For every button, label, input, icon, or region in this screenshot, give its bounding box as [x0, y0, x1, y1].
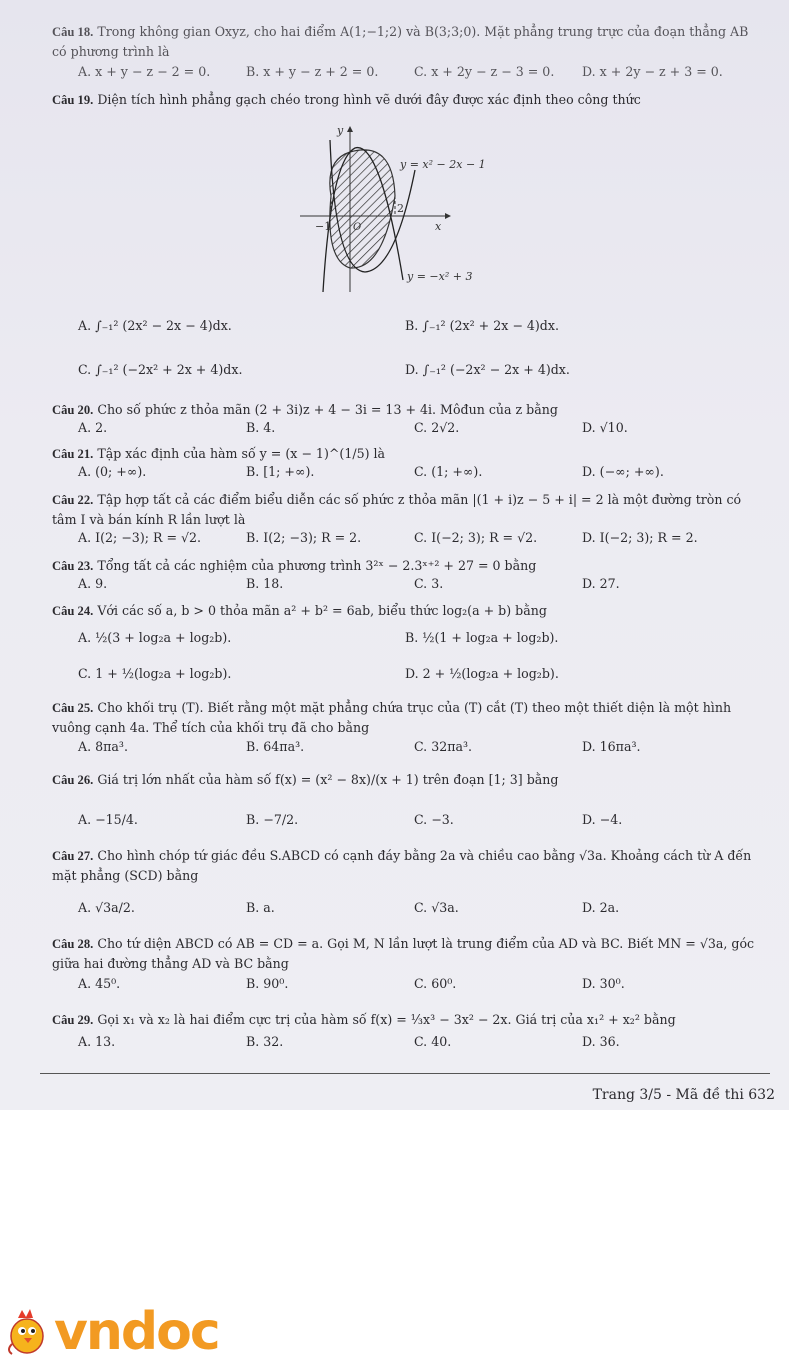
- option-a: A. 13.: [78, 1034, 116, 1049]
- question-18-options: [78, 64, 768, 79]
- question-29-options: [78, 1034, 768, 1049]
- question-19: Câu 19. Diện tích hình phẳng gạch chéo trong hình vẽ dưới đây được xác định theo công thức: [52, 92, 641, 107]
- option-c: C. −3.: [414, 812, 454, 827]
- option-a: A. √3a/2.: [78, 900, 135, 915]
- q19-option-a: A. ∫₋₁² (2x² − 2x − 4)dx.: [78, 318, 232, 333]
- option-b: B. [1; +∞).: [246, 464, 315, 479]
- option-c: C. (1; +∞).: [414, 464, 483, 479]
- option-b: B. 32.: [246, 1034, 284, 1049]
- option-d: D. I(−2; 3); R = 2.: [582, 530, 698, 545]
- question-20: Câu 20. Cho số phức z thỏa mãn (2 + 3i)z + 4 − 3i = 13 + 4i. Môđun của z bằng: [52, 402, 558, 417]
- question-20-options: [78, 420, 768, 435]
- option-b: B. 90⁰.: [246, 976, 289, 991]
- option-c: C. 2√2.: [414, 420, 460, 435]
- question-21: Câu 21. Tập xác định của hàm số y = (x − 1)^(1/5) là: [52, 446, 386, 461]
- logo-text: vndoc: [54, 1302, 219, 1362]
- option-c: C. x + 2y − z − 3 = 0.: [414, 64, 555, 79]
- chick-mascot-icon: [4, 1306, 50, 1358]
- question-18: Câu 18. Trong không gian Oxyz, cho hai điểm A(1;−1;2) và B(3;3;0). Mặt phẳng trung trực của đoạn thẳng AB có phương trình là: [52, 24, 749, 59]
- option-c: C. I(−2; 3); R = √2.: [414, 530, 538, 545]
- question-26-options: [78, 812, 768, 827]
- option-c: C. 60⁰.: [414, 976, 457, 991]
- option-c: C. 32πa³.: [414, 739, 473, 754]
- x-axis-label: x: [435, 220, 442, 233]
- option-d: D. x + 2y − z + 3 = 0.: [582, 64, 723, 79]
- hatched-region: [330, 150, 395, 268]
- option-b: B. 64πa³.: [246, 739, 305, 754]
- page-label: Trang 3/5 - Mã đề thi 632: [592, 1087, 775, 1103]
- question-24: Câu 24. Với các số a, b > 0 thỏa mãn a² + b² = 6ab, biểu thức log₂(a + b) bằng: [52, 603, 547, 618]
- question-22-options: [78, 530, 768, 545]
- area-graph: [295, 120, 525, 300]
- question-25: Câu 25. Cho khối trụ (T). Biết rằng một mặt phẳng chứa trục của (T) cắt (T) theo một thiết diện là một hình vuông cạnh 4a. Thể tích của khối trụ đã cho bằng: [52, 700, 732, 735]
- option-b: B. 18.: [246, 576, 284, 591]
- option-a: A. 45⁰.: [78, 976, 121, 991]
- question-27: Câu 27. Cho hình chóp tứ giác đều S.ABCD có cạnh đáy bằng 2a và chiều cao bằng √3a. Khoảng cách từ A đến mặt phẳng (SCD) bằng: [52, 848, 752, 883]
- question-28-options: [78, 976, 768, 991]
- option-c: C. 3.: [414, 576, 444, 591]
- q24-option-c: C. 1 + ½(log₂a + log₂b).: [78, 666, 232, 681]
- option-d: D. −4.: [582, 812, 623, 827]
- footer-divider: [40, 1073, 770, 1074]
- option-b: B. −7/2.: [246, 812, 299, 827]
- q24-option-b: B. ½(1 + log₂a + log₂b).: [405, 630, 559, 645]
- option-d: D. 2a.: [582, 900, 620, 915]
- y-axis-label: y: [337, 124, 344, 137]
- q24-option-d: D. 2 + ½(log₂a + log₂b).: [405, 666, 559, 681]
- question-23-options: [78, 576, 768, 591]
- tick-pos-label: 2: [397, 202, 404, 215]
- question-25-options: [78, 739, 768, 754]
- option-a: A. (0; +∞).: [78, 464, 147, 479]
- vndoc-logo[interactable]: [4, 1302, 219, 1362]
- option-d: D. 30⁰.: [582, 976, 625, 991]
- option-d: D. (−∞; +∞).: [582, 464, 664, 479]
- option-d: D. 27.: [582, 576, 620, 591]
- question-23: Câu 23. Tổng tất cả các nghiệm của phương trình 3²ˣ − 2.3ˣ⁺² + 27 = 0 bằng: [52, 558, 537, 573]
- q24-option-a: A. ½(3 + log₂a + log₂b).: [78, 630, 232, 645]
- option-c: C. √3a.: [414, 900, 459, 915]
- q19-option-c: C. ∫₋₁² (−2x² + 2x + 4)dx.: [78, 362, 243, 377]
- option-a: A. 9.: [78, 576, 108, 591]
- question-29: Câu 29. Gọi x₁ và x₂ là hai điểm cực trị của hàm số f(x) = ⅓x³ − 3x² − 2x. Giá trị của x₁² + x₂² bằng: [52, 1012, 676, 1027]
- question-21-options: [78, 464, 768, 479]
- option-b: B. 4.: [246, 420, 276, 435]
- q19-option-d: D. ∫₋₁² (−2x² − 2x + 4)dx.: [405, 362, 570, 377]
- option-a: A. 2.: [78, 420, 108, 435]
- tick-neg-label: −1: [315, 220, 332, 233]
- option-a: A. 8πa³.: [78, 739, 128, 754]
- q19-option-b: B. ∫₋₁² (2x² + 2x − 4)dx.: [405, 318, 559, 333]
- option-a: A. −15/4.: [78, 812, 138, 827]
- option-d: D. 36.: [582, 1034, 620, 1049]
- option-d: D. √10.: [582, 420, 628, 435]
- option-b: B. x + y − z + 2 = 0.: [246, 64, 379, 79]
- question-22: Câu 22. Tập hợp tất cả các điểm biểu diễn các số phức z thỏa mãn |(1 + i)z − 5 + i| = 2 là một đường tròn có tâm I và bán kính R lần lượt là: [52, 492, 742, 527]
- option-b: B. a.: [246, 900, 275, 915]
- question-27-options: [78, 900, 768, 915]
- option-a: A. I(2; −3); R = √2.: [78, 530, 202, 545]
- option-c: C. 40.: [414, 1034, 452, 1049]
- curve2-label: y = −x² + 3: [407, 270, 473, 283]
- origin-label: O: [353, 222, 362, 233]
- option-b: B. I(2; −3); R = 2.: [246, 530, 362, 545]
- question-28: Câu 28. Cho tứ diện ABCD có AB = CD = a. Gọi M, N lần lượt là trung điểm của AD và BC. Biết MN = √3a, góc giữa hai đường thẳng AD và BC bằng: [52, 936, 755, 971]
- option-d: D. 16πa³.: [582, 739, 641, 754]
- question-26: Câu 26. Giá trị lớn nhất của hàm số f(x) = (x² − 8x)/(x + 1) trên đoạn [1; 3] bằng: [52, 772, 559, 787]
- option-a: A. x + y − z − 2 = 0.: [78, 64, 211, 79]
- curve1-label: y = x² − 2x − 1: [400, 158, 486, 171]
